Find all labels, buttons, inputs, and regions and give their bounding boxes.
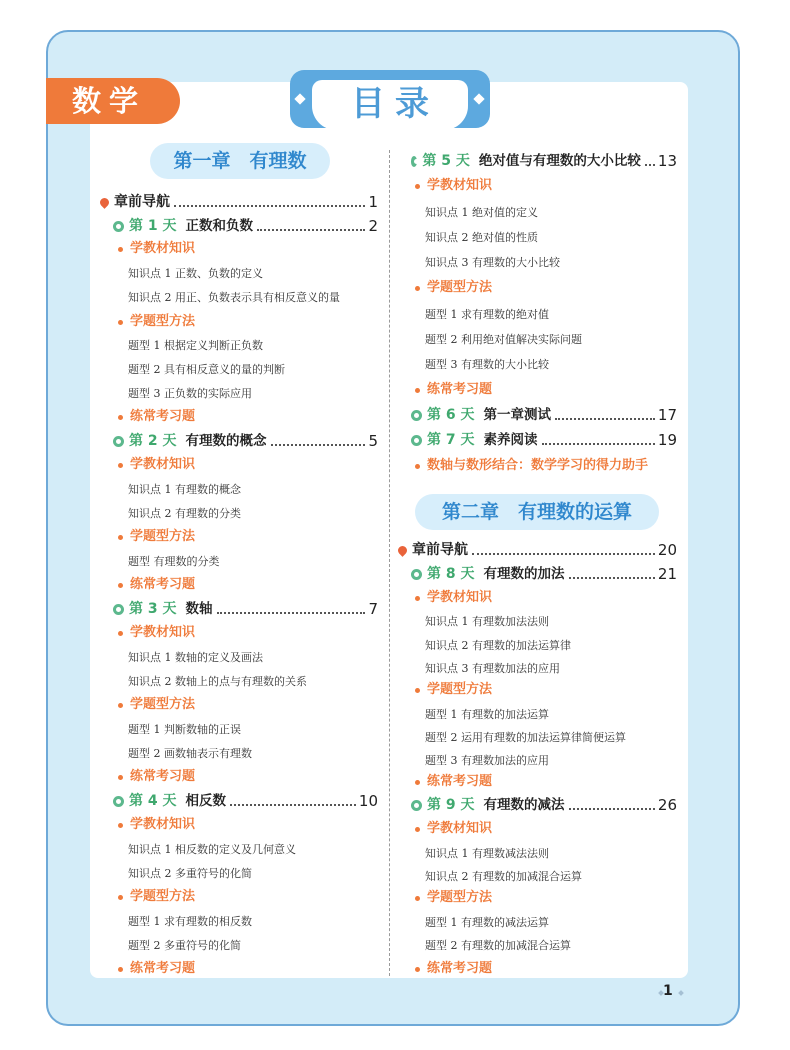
section-label: 学教材知识 — [130, 817, 196, 832]
toc-entry-section — [415, 175, 492, 197]
toc-entry-section — [415, 679, 492, 701]
toc-entry-day[interactable] — [113, 598, 378, 620]
gear-icon — [411, 435, 422, 446]
toc-entry-topic: 知识点 1 有理数的概念 — [128, 483, 241, 496]
section-label: 学教材知识 — [427, 821, 493, 836]
toc-page-number: 7 — [368, 600, 378, 618]
section-label: 练常考习题 — [130, 409, 196, 424]
toc-entry-topic: 知识点 3 有理数加法的应用 — [425, 662, 560, 675]
toc-entry-topic: 知识点 1 正数、负数的定义 — [128, 267, 263, 280]
section-label: 数轴与数形结合：数学学习的得力助手 — [427, 458, 649, 473]
section-label: 学教材知识 — [130, 241, 196, 256]
toc-entry-day[interactable] — [411, 404, 677, 426]
toc-entry-section — [118, 526, 195, 548]
day-title: 相反数 — [185, 793, 226, 809]
toc-entry-topic: 题型 2 画数轴表示有理数 — [128, 747, 252, 760]
gear-icon — [113, 436, 124, 447]
toc-entry-topic: 题型 有理数的分类 — [128, 555, 220, 568]
gear-icon — [411, 800, 422, 811]
toc-entry-topic: 题型 1 有理数的减法运算 — [425, 916, 549, 929]
toc-entry-topic: 题型 3 有理数的大小比较 — [425, 358, 549, 371]
location-pin-icon — [98, 196, 111, 209]
toc-entry-day[interactable] — [411, 150, 677, 172]
toc-entry-section — [118, 958, 195, 980]
day-label: 第 3 天 — [129, 601, 177, 617]
toc-entry-topic: 知识点 2 有理数的分类 — [128, 507, 241, 520]
toc-entry-section — [118, 574, 195, 596]
gear-icon — [411, 410, 422, 421]
dot-leader — [257, 229, 365, 231]
section-label: 练常考习题 — [130, 577, 196, 592]
subject-tab: 数学 — [46, 78, 180, 124]
toc-entry-section — [118, 886, 195, 908]
toc-page-number: 21 — [657, 565, 677, 583]
toc-entry-topic: 题型 1 判断数轴的正误 — [128, 723, 241, 736]
day-label: 第 7 天 — [427, 432, 475, 448]
dot-leader — [472, 553, 655, 555]
toc-entry-topic: 知识点 2 绝对值的性质 — [425, 231, 538, 244]
bullet-dot-icon — [118, 320, 123, 325]
bullet-dot-icon — [415, 827, 420, 832]
section-label: 练常考习题 — [130, 769, 196, 784]
toc-entry-day[interactable] — [113, 215, 378, 237]
toc-entry-topic: 知识点 2 有理数的加减混合运算 — [425, 870, 582, 883]
toc-entry-day[interactable] — [113, 790, 378, 812]
toc-entry-section — [118, 238, 195, 260]
day-title: 有理数的概念 — [185, 433, 267, 449]
toc-page-number: 1 — [368, 193, 378, 211]
toc-page-number: 13 — [657, 152, 677, 170]
bullet-dot-icon — [118, 415, 123, 420]
toc-page-number: 20 — [657, 541, 677, 559]
toc-entry-section — [415, 587, 492, 609]
toc-page-number: 19 — [657, 431, 677, 449]
bullet-dot-icon — [118, 823, 123, 828]
toc-entry-section — [118, 406, 195, 428]
bullet-dot-icon — [415, 388, 420, 393]
toc-entry-section — [118, 311, 195, 333]
section-label: 学题型方法 — [427, 682, 493, 697]
gear-icon — [113, 221, 124, 232]
toc-entry-section — [118, 814, 195, 836]
toc-entry-topic: 知识点 2 有理数的加法运算律 — [425, 639, 571, 652]
day-label: 第 9 天 — [427, 797, 475, 813]
toc-entry-section — [118, 694, 195, 716]
dot-leader — [569, 577, 655, 579]
section-label: 学教材知识 — [130, 457, 196, 472]
day-label: 第 4 天 — [129, 793, 177, 809]
toc-entry-topic: 题型 2 具有相反意义的量的判断 — [128, 363, 285, 376]
bullet-dot-icon — [118, 535, 123, 540]
toc-entry-section — [415, 277, 492, 299]
chapter-1-title: 第一章 有理数 — [150, 143, 330, 179]
toc-entry-section — [415, 771, 492, 793]
toc-entry-chapter-nav[interactable] — [99, 191, 378, 213]
day-title: 素养阅读 — [483, 432, 538, 448]
section-label: 练常考习题 — [427, 961, 493, 976]
chapter-2-title: 第二章 有理数的运算 — [415, 494, 659, 530]
day-label: 第 1 天 — [129, 218, 177, 234]
toc-page-number: 2 — [368, 217, 378, 235]
toc-entry-topic: 知识点 2 数轴上的点与有理数的关系 — [128, 675, 307, 688]
day-label: 第 5 天 — [422, 153, 470, 169]
toc-entry-day[interactable] — [411, 563, 677, 585]
toc-entry-section — [415, 818, 492, 840]
toc-entry-topic: 题型 2 多重符号的化简 — [128, 939, 241, 952]
bullet-dot-icon — [118, 703, 123, 708]
bullet-dot-icon — [118, 463, 123, 468]
gear-icon — [113, 604, 124, 615]
bullet-dot-icon — [118, 775, 123, 780]
toc-entry-topic: 知识点 1 有理数减法法则 — [425, 847, 549, 860]
dot-leader — [555, 418, 655, 420]
section-label: 学题型方法 — [130, 889, 196, 904]
toc-entry-topic: 知识点 2 多重符号的化简 — [128, 867, 252, 880]
toc-entry-topic: 题型 1 求有理数的绝对值 — [425, 308, 549, 321]
toc-page-number: 26 — [657, 796, 677, 814]
toc-entry-section — [118, 622, 195, 644]
toc-entry-topic: 题型 2 运用有理数的加法运算律简便运算 — [425, 731, 626, 744]
bullet-dot-icon — [118, 895, 123, 900]
bullet-dot-icon — [415, 967, 420, 972]
toc-entry-section — [415, 455, 648, 477]
toc-entry-section — [415, 958, 492, 980]
section-label: 学题型方法 — [427, 890, 493, 905]
toc-entry-chapter-nav[interactable] — [397, 539, 677, 561]
bullet-dot-icon — [415, 688, 420, 693]
toc-page-number: 17 — [657, 406, 677, 424]
bullet-dot-icon — [118, 967, 123, 972]
toc-entry-day[interactable] — [411, 794, 677, 816]
day-title: 正数和负数 — [185, 218, 253, 234]
day-title: 绝对值与有理数的大小比较 — [478, 153, 641, 169]
section-label: 练常考习题 — [130, 961, 196, 976]
page-number — [648, 983, 673, 999]
location-pin-icon — [396, 544, 409, 557]
day-title: 数轴 — [185, 601, 213, 617]
toc-page-number: 5 — [368, 432, 378, 450]
bullet-dot-icon — [415, 596, 420, 601]
toc-entry-section — [415, 887, 492, 909]
toc-entry-label: 章前导航 — [412, 542, 468, 558]
column-divider — [389, 150, 390, 976]
dot-leader — [174, 205, 365, 207]
toc-entry-topic: 知识点 3 有理数的大小比较 — [425, 256, 560, 269]
section-label: 练常考习题 — [427, 382, 493, 397]
section-label: 学教材知识 — [427, 590, 493, 605]
section-label: 学题型方法 — [130, 697, 196, 712]
toc-entry-topic: 题型 1 有理数的加法运算 — [425, 708, 549, 721]
section-label: 学题型方法 — [427, 280, 493, 295]
day-title: 第一章测试 — [483, 407, 551, 423]
toc-entry-topic: 知识点 2 用正、负数表示具有相反意义的量 — [128, 291, 340, 304]
toc-entry-topic: 知识点 1 绝对值的定义 — [425, 206, 538, 219]
page-number-text: 1 — [663, 983, 673, 999]
dot-leader — [217, 612, 366, 614]
toc-entry-topic: 知识点 1 数轴的定义及画法 — [128, 651, 263, 664]
bullet-dot-icon — [118, 631, 123, 636]
toc-entry-topic: 题型 1 求有理数的相反数 — [128, 915, 252, 928]
page-title: 目录 — [312, 80, 468, 130]
bullet-dot-icon — [415, 286, 420, 291]
toc-entry-label: 章前导航 — [114, 194, 170, 210]
gear-icon — [113, 796, 124, 807]
dot-leader — [645, 164, 655, 166]
dot-leader — [271, 444, 366, 446]
gear-icon — [411, 569, 422, 580]
day-title: 有理数的减法 — [483, 797, 565, 813]
bullet-dot-icon — [118, 583, 123, 588]
day-label: 第 2 天 — [129, 433, 177, 449]
bullet-dot-icon — [118, 247, 123, 252]
toc-entry-topic: 题型 1 根据定义判断正负数 — [128, 339, 263, 352]
toc-entry-day[interactable] — [411, 429, 677, 451]
bullet-dot-icon — [415, 464, 420, 469]
dot-leader — [542, 443, 655, 445]
bullet-dot-icon — [415, 184, 420, 189]
section-label: 学题型方法 — [130, 529, 196, 544]
toc-entry-topic: 题型 3 有理数加法的应用 — [425, 754, 549, 767]
toc-entry-topic: 知识点 1 相反数的定义及几何意义 — [128, 843, 296, 856]
section-label: 学教材知识 — [427, 178, 493, 193]
toc-entry-section — [118, 766, 195, 788]
day-label: 第 6 天 — [427, 407, 475, 423]
gear-icon — [411, 156, 417, 167]
section-label: 练常考习题 — [427, 774, 493, 789]
toc-entry-topic: 题型 2 利用绝对值解决实际问题 — [425, 333, 582, 346]
bullet-dot-icon — [415, 780, 420, 785]
day-label: 第 8 天 — [427, 566, 475, 582]
day-title: 有理数的加法 — [483, 566, 565, 582]
dot-leader — [569, 808, 655, 810]
bullet-dot-icon — [415, 896, 420, 901]
dot-leader — [230, 804, 356, 806]
toc-entry-topic: 题型 3 正负数的实际应用 — [128, 387, 252, 400]
toc-entry-day[interactable] — [113, 430, 378, 452]
toc-entry-section — [118, 454, 195, 476]
section-label: 学题型方法 — [130, 314, 196, 329]
toc-page-number: 10 — [358, 792, 378, 810]
toc-entry-topic: 知识点 1 有理数加法法则 — [425, 615, 549, 628]
toc-entry-topic: 题型 2 有理数的加减混合运算 — [425, 939, 571, 952]
toc-entry-section — [415, 379, 492, 401]
section-label: 学教材知识 — [130, 625, 196, 640]
